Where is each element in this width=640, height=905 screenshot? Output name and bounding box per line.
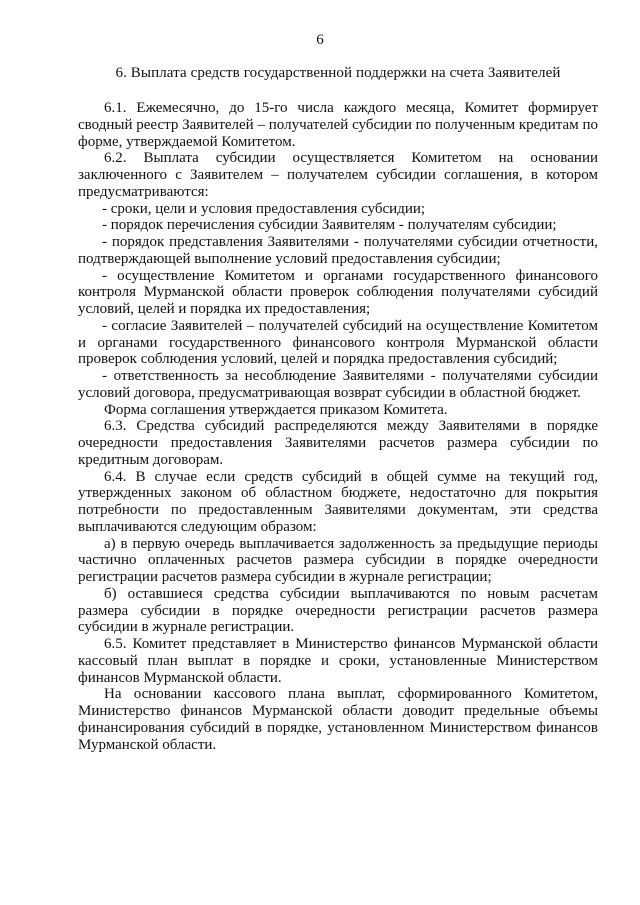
final-paragraph: На основании кассового плана выплат, сформированного Комитетом, Министерство финансов Мурманской области доводит предельные объемы финансирования субсидий в порядке, установленном Министерством финансов Мурманской области. bbox=[78, 686, 598, 753]
list-item: - сроки, цели и условия предоставления субсидии; bbox=[102, 200, 426, 217]
paragraph-6-4: 6.4. В случае если средств субсидий в общей сумме на текущий год, утвержденных законом об областном бюджете, недостаточно для покрытия потребности по предоставленным Заявителями документам, эти средства выплачиваются следующим образом: bbox=[78, 468, 598, 535]
list-item-a: а) в первую очередь выплачивается задолженность за предыдущие периоды частично оплаченных расчетов размера субсидии в порядке очередности регистрации расчетов размера субсидии в журнале регистрации; bbox=[78, 535, 598, 585]
section-heading: 6. Выплата средств государственной поддержки на счета Заявителей bbox=[115, 65, 561, 81]
list-item: - порядок перечисления субсидии Заявителям - получателям субсидии; bbox=[102, 217, 557, 234]
list-item: - согласие Заявителей – получателей субсидий на осуществление Комитетом и органами государственного финансового контроля Мурманской области проверок соблюдения условий, целей и порядка предоставления субсидий; bbox=[78, 317, 598, 368]
page-number: 6 bbox=[316, 32, 324, 48]
paragraph-6-5: 6.5. Комитет представляет в Министерство финансов Мурманской области кассовый план выплат в порядке и сроки, установленные Министерством финансов Мурманской области. bbox=[78, 636, 598, 686]
agreement-form-note: Форма соглашения утверждается приказом Комитета. bbox=[104, 401, 448, 418]
paragraph-6-1: 6.1. Ежемесячно, до 15-го числа каждого месяца, Комитет формирует сводный реестр Заявителей – получателей субсидии по полученным кредитам по форме, утверждаемой Комитетом. bbox=[78, 100, 598, 150]
list-item: - порядок представления Заявителями - получателями субсидии отчетности, подтверждающей выполнение условий предоставления субсидии; bbox=[78, 234, 598, 267]
list-item: - ответственность за несоблюдение Заявителями - получателями субсидии условий договора, предусматривающая возврат субсидии в областной бюджет. bbox=[78, 368, 598, 401]
paragraph-6-2: 6.2. Выплата субсидии осуществляется Комитетом на основании заключенного с Заявителем – получателем субсидии соглашения, в котором предусматриваются: bbox=[78, 150, 598, 200]
list-item-b: б) оставшиеся средства субсидии выплачиваются по новым расчетам размера субсидии в порядке очередности регистрации расчетов размера субсидии в журнале регистрации. bbox=[78, 585, 598, 636]
section-body bbox=[78, 100, 598, 753]
paragraph-6-3: 6.3. Средства субсидий распределяются между Заявителями в порядке очередности предоставления Заявителями расчетов размера субсидии по кредитным договорам. bbox=[78, 418, 598, 468]
list-item: - осуществление Комитетом и органами государственного финансового контроля Мурманской области проверок соблюдения получателями субсидий условий, целей и порядка их предоставления; bbox=[78, 267, 598, 317]
